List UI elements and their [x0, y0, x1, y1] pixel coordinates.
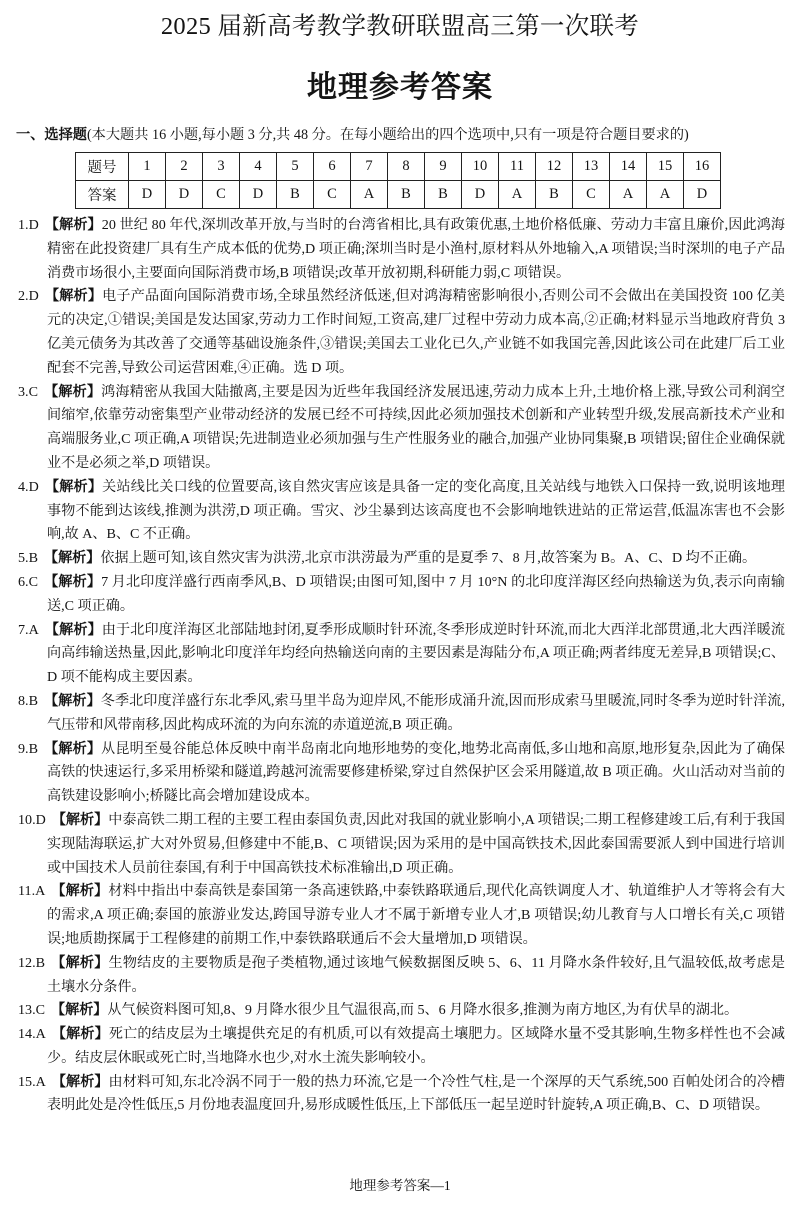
explanation-text: 由于北印度洋海区北部陆地封闭,夏季形成顺时针环流,冬季形成逆时针环流,而北大西洋北部贯通,北大西洋暖流向高纬输送热量,因此,影响北印度洋年均经向热输送向南的主要因素是海陆分布,A 项正确;两者纬度无差异,B 项错误;C、D 项不能构成主要因素。 — [47, 621, 785, 686]
explanation-text: 电子产品面向国际消费市场,全球虽然经济低迷,但对鸿海精密影响很小,否则公司不会做出在美国投资 100 亿美元的决定,①错误;美国是发达国家,劳动力工作时间短,工资高,建厂过程中劳动力成本高,②正确;材料显示当地政府背负 3 亿美元债务为其改善了交通等基础设施条件,③错误;美国去工业化已久,产业链不如我国完善,因此该公司在此建厂后工业配套不完善,导致公司运营困难,④正确。选 D 项。 — [47, 288, 785, 376]
question-number-cell: 3 — [203, 153, 240, 181]
question-number-cell: 1 — [129, 153, 166, 181]
question-number-cell: 13 — [573, 153, 610, 181]
answer-key: 15.A — [18, 1073, 46, 1090]
explanation-label: 【解析】 — [44, 478, 103, 495]
explanation-item — [18, 690, 785, 738]
answer-key: 7.A — [18, 621, 39, 638]
question-number-row — [76, 153, 721, 181]
question-number-cell: 16 — [684, 153, 721, 181]
explanation-label: 【解析】 — [51, 1026, 109, 1043]
answer-key: 14.A — [18, 1026, 46, 1043]
explanation-text: 7 月北印度洋盛行西南季风,B、D 项错误;由图可知,图中 7 月 10°N 的北印度洋海区经向热输送为负,表示向南输送,C 项正确。 — [47, 573, 786, 614]
explanation-text: 死亡的结皮层为土壤提供充足的有机质,可以有效提高土壤肥力。区域降水量不受其影响,生物多样性也不会减少。结皮层休眠或死亡时,当地降水也少,对水土流失影响较小。 — [47, 1026, 786, 1066]
explanation-label: 【解析】 — [51, 811, 109, 828]
row-label: 题号 — [76, 153, 129, 181]
explanation-item — [18, 214, 785, 285]
answer-cell: C — [573, 181, 610, 209]
answer-cell: B — [536, 181, 573, 209]
explanation-item — [18, 476, 785, 547]
answer-key: 13.C — [18, 1002, 46, 1019]
explanation-item — [18, 547, 785, 571]
explanation-text: 材料中指出中泰高铁是泰国第一条高速铁路,中泰铁路联通后,现代化高铁调度人才、轨道维护人才等将会有大的需求,A 项正确;泰国的旅游业发达,跨国导游专业人才不属于新增专业人才,B 项错误;幼儿教育与人口增长有关,C 项错误;地质勘探属于工程修建的前期工作,中泰铁路联通后不会大量增加,D 项错误。 — [47, 883, 786, 947]
answer-key: 5.B — [18, 550, 38, 567]
explanation-item — [18, 738, 785, 809]
section-heading — [16, 125, 788, 145]
question-number-cell: 9 — [425, 153, 462, 181]
answer-key-table — [75, 152, 721, 209]
answer-cell: D — [462, 181, 499, 209]
explanation-label: 【解析】 — [51, 954, 109, 971]
answer-cell: D — [166, 181, 203, 209]
document-title: 地理参考答案 — [307, 71, 493, 104]
explanation-text: 冬季北印度洋盛行东北季风,索马里半岛为迎岸风,不能形成涌升流,因而形成索马里暖流,同时冬季为逆时针洋流,气压带和风带南移,因此构成环流的为向东流的赤道逆流,B 项正确。 — [47, 692, 785, 733]
answer-key: 4.D — [18, 478, 39, 495]
explanation-label: 【解析】 — [43, 383, 102, 400]
question-number-cell: 7 — [351, 153, 388, 181]
question-number-cell: 15 — [647, 153, 684, 181]
answer-cell: B — [388, 181, 425, 209]
explanation-item — [18, 809, 785, 880]
answer-key: 1.D — [18, 217, 39, 233]
answer-key: 8.B — [18, 692, 38, 709]
explanation-item — [18, 1023, 785, 1071]
answer-cell: A — [351, 181, 388, 209]
answer-key: 9.B — [18, 740, 38, 757]
answer-row — [76, 181, 721, 209]
question-number-cell: 14 — [610, 153, 647, 181]
explanation-label: 【解析】 — [51, 1002, 108, 1019]
question-number-cell: 4 — [240, 153, 277, 181]
explanation-text: 鸿海精密从我国大陆撤离,主要是因为近些年我国经济发展迅速,劳动力成本上升,土地价格上涨,导致公司利润空间缩窄,依靠劳动密集型产业带动经济的发展已经不可持续,因此必须加强技术创新和产业转型升级,发展高新技术产业和高端服务业,C 项正确,A 项错误;先进制造业必须加强与生产性服务业的融合,加强产业协同集聚,B 项错误;留住企业确保就业不是必须之举,D 项错误。 — [47, 383, 786, 471]
explanation-item — [18, 381, 785, 476]
answer-cell: C — [314, 181, 351, 209]
answer-key: 12.B — [18, 954, 46, 971]
explanation-text: 20 世纪 80 年代,深圳改革开放,与当时的台湾省相比,具有政策优惠,土地价格低廉、劳动力丰富且廉价,因此鸿海精密在此投资建厂具有生产成本低的优势,D 项正确;深圳当时是小渔村,原材料从外地输入,A 项错误;当时深圳的电子产品消费市场很小,主要面向国际消费市场,B 项错误;改革开放初期,科研能力弱,C 项错误。 — [47, 217, 786, 281]
question-number-cell: 10 — [462, 153, 499, 181]
explanation-label: 【解析】 — [44, 621, 102, 638]
answer-cell: C — [203, 181, 240, 209]
explanation-label: 【解析】 — [44, 288, 103, 305]
explanation-item — [18, 571, 785, 619]
explanation-label: 【解析】 — [51, 1073, 109, 1090]
explanation-text: 中泰高铁二期工程的主要工程由泰国负责,因此对我国的就业影响小,A 项错误;二期工程修建竣工后,有利于我国实现陆海联运,扩大对外贸易,但修建中不能,B、C 项错误;因为采用的是中国高铁技术,因此泰国需要派人到中国进行培训或中国技术人员前往泰国,有利于中国高铁技术标准输出,D 项正确。 — [47, 811, 786, 876]
explanation-label: 【解析】 — [43, 692, 101, 709]
explanation-item — [18, 999, 785, 1023]
answer-cell: B — [277, 181, 314, 209]
exam-title: 2025 届新高考教学教研联盟高三第一次联考 — [160, 13, 640, 40]
section-title: 一、选择题 — [16, 127, 87, 143]
answer-cell: D — [240, 181, 277, 209]
answer-key: 2.D — [18, 288, 39, 305]
explanation-item — [18, 619, 785, 690]
question-number-cell: 11 — [499, 153, 536, 181]
question-number-cell: 6 — [314, 153, 351, 181]
question-number-cell: 5 — [277, 153, 314, 181]
answer-cell: B — [425, 181, 462, 209]
explanation-item — [18, 285, 785, 380]
explanations-list — [18, 214, 785, 1118]
section-instructions: (本大题共 16 小题,每小题 3 分,共 48 分。在每小题给出的四个选项中,只有一项是符合题目要求的) — [86, 127, 689, 143]
page-footer: 地理参考答案—1 — [349, 1178, 451, 1193]
question-number-cell: 8 — [388, 153, 425, 181]
explanation-label: 【解析】 — [43, 573, 102, 590]
answer-key: 6.C — [18, 573, 38, 590]
explanation-label: 【解析】 — [44, 217, 102, 233]
explanation-text: 生物结皮的主要物质是孢子类植物,通过该地气候数据图反映 5、6、11 月降水条件较好,且气温较低,故考虑是土壤水分条件。 — [47, 954, 785, 995]
explanation-text: 从气候资料图可知,8、9 月降水很少且气温很高,而 5、6 月降水很多,推测为南方地区,为有伏旱的湖北。 — [107, 1002, 739, 1019]
explanation-text: 由材料可知,东北冷涡不同于一般的热力环流,它是一个冷性气柱,是一个深厚的天气系统,500 百帕处闭合的冷槽表明此处是冷性低压,5 月份地表温度回升,易形成暖性低压,上下部低压一起呈逆时针旋转,A 项正确,B、C、D 项错误。 — [47, 1073, 785, 1114]
answer-cell: A — [499, 181, 536, 209]
answer-cell: D — [684, 181, 721, 209]
explanation-label: 【解析】 — [43, 550, 101, 567]
explanation-item — [18, 952, 785, 1000]
answer-cell: D — [129, 181, 166, 209]
answer-cell: A — [647, 181, 684, 209]
answer-key: 10.D — [18, 811, 46, 828]
question-number-cell: 2 — [166, 153, 203, 181]
explanation-text: 从昆明至曼谷能总体反映中南半岛南北向地形地势的变化,地势北高南低,多山地和高原,地形复杂,因此为了确保高铁的快速运行,多采用桥梁和隧道,跨越河流需要修建桥梁,穿过自然保护区会采用隧道,故 B 项正确。火山活动对当前的高铁建设影响小;桥隧比高会增加建设成本。 — [47, 740, 786, 805]
answer-key: 3.C — [18, 383, 38, 400]
explanation-item — [18, 880, 785, 951]
explanation-text: 依据上题可知,该自然灾害为洪涝,北京市洪涝最为严重的是夏季 7、8 月,故答案为 B。A、C、D 均不正确。 — [100, 550, 757, 567]
explanation-text: 关站线比关口线的位置要高,该自然灾害应该是具备一定的变化高度,且关站线与地铁入口保持一致,说明该地理事物不能到达该线,推测为洪涝,D 项正确。雪灾、沙尘暴到达该高度也不会影响地铁进站的正常运营,低温冻害也不会影响,故 A、B、C 不正确。 — [47, 478, 785, 543]
question-number-cell: 12 — [536, 153, 573, 181]
answer-cell: A — [610, 181, 647, 209]
explanation-label: 【解析】 — [51, 883, 109, 900]
explanation-label: 【解析】 — [43, 740, 102, 757]
row-label: 答案 — [76, 181, 129, 209]
explanation-item — [18, 1071, 785, 1119]
answer-key: 11.A — [18, 883, 46, 900]
